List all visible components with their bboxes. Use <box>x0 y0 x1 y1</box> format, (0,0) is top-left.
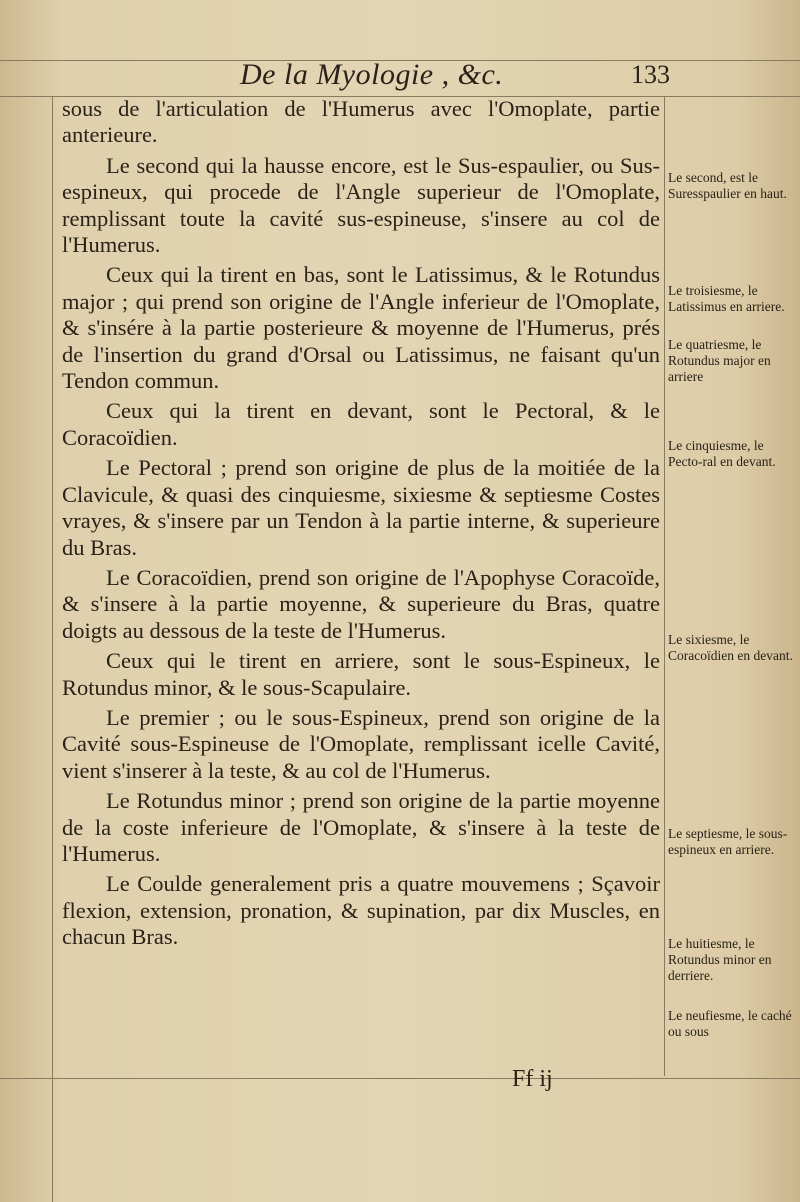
paragraph-2: Le second qui la hausse encore, est le Sus-espaulier, ou Sus-espineux, qui procede de l'Angle superieur de l'Omoplate, remplissant toute la cavité sus-espineuse, s'insere au col de l'Humerus. <box>62 152 660 258</box>
paragraph-6: Le Coracoïdien, prend son origine de l'Apophyse Coracoïde, & s'insere à la partie moyenne, & superieure du Bras, quatre doigts au dessous de la teste de l'Humerus. <box>62 564 660 643</box>
margin-note-6: Le septiesme, le sous-espineux en arriere. <box>668 826 788 857</box>
margin-note-1: Le second, est le Suresspaulier en haut. <box>668 170 787 201</box>
margin-column-rule <box>664 96 665 1076</box>
paragraph-8: Le premier ; ou le sous-Espineux, prend son origine de la Cavité sous-Espineuse de l'Omoplate, remplissant icelle Cavité, vient s'inserer à la teste, & au col de l'Humerus. <box>62 704 660 783</box>
main-text <box>62 96 660 951</box>
margin-note-2: Le troisiesme, le Latissimus en arriere. <box>668 283 785 314</box>
margin-note-8: Le neufiesme, le caché ou sous <box>668 1008 792 1039</box>
paragraph-5: Le Pectoral ; prend son origine de plus de la moitiée de la Clavicule, & quasi des cinquiesme, sixiesme & septiesme Costes vrayes, & s'insere par un Tendon à la partie interne, & superieure du Bras. <box>62 455 660 560</box>
bottom-rule <box>0 1078 800 1079</box>
paragraph-3: Ceux qui la tirent en bas, sont le Latissimus, & le Rotundus major ; qui prend son origine de l'Angle inferieur de l'Omoplate, & s'insére à la partie posterieure & moyenne de l'Humerus, prés de l'insertion du grand d'Orsal ou Latissimus, ne faisant qu'un Tendon commun. <box>62 262 660 394</box>
page-header <box>230 58 670 98</box>
margin-note-5: Le sixiesme, le Coracoïdien en devant. <box>668 632 793 663</box>
margin-note-4: Le cinquiesme, le Pecto-ral en devant. <box>668 438 776 469</box>
paragraph-9: Le Rotundus minor ; prend son origine de la partie moyenne de la coste inferieure de l'Omoplate, & s'insere à la teste de l'Humerus. <box>62 788 660 866</box>
margin-note-7: Le huitiesme, le Rotundus minor en derriere. <box>668 936 772 983</box>
page-number: 133 <box>631 60 670 89</box>
margin-note-3: Le quatriesme, le Rotundus major en arriere <box>668 337 771 384</box>
paragraph-4: Ceux qui la tirent en devant, sont le Pectoral, & le Coracoïdien. <box>62 398 660 450</box>
catchword: Ff ij <box>512 1066 553 1092</box>
paragraph-7: Ceux qui le tirent en arriere, sont le sous-Espineux, le Rotundus minor, & le sous-Scapulaire. <box>62 648 660 700</box>
paragraph-1: sous de l'articulation de l'Humerus avec l'Omoplate, partie anterieure. <box>62 96 660 148</box>
paragraph-10: Le Coulde generalement pris a quatre mouvemens ; Sçavoir flexion, extension, pronation, & supination, par dix Muscles, en chacun Bras. <box>62 871 660 950</box>
left-column-rule <box>52 96 53 1202</box>
running-head: De la Myologie , &c. <box>240 58 504 91</box>
